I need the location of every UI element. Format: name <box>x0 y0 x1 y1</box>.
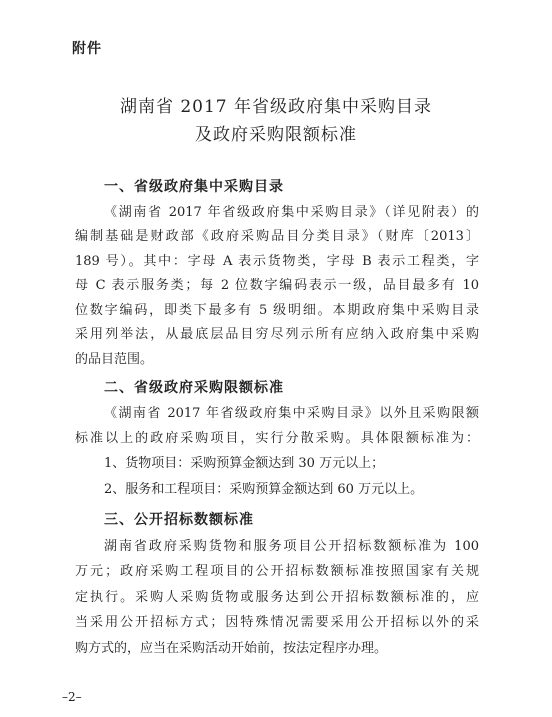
document-title-line-1: 湖南省 2017 年省级政府集中采购目录 <box>119 97 433 117</box>
paragraph-line: 位数字编码，即类下最多有 5 级明细。本期政府集中采购目录 <box>75 303 479 318</box>
paragraph-line: 定执行。采购人采购货物或服务达到公开招标数额标准的，应 <box>75 590 479 605</box>
paragraph-line: 1、货物项目：采购预算金额达到 30 万元以上； <box>104 456 385 471</box>
section-heading-3: 三、公开招标数额标准 <box>104 512 254 528</box>
paragraph-line: 母 C 表示服务类；每 2 位数字编码表示一级，品目最多有 10 <box>75 278 479 293</box>
paragraph-line: 《湖南省 2017 年省级政府集中采购目录》（详见附表）的 <box>104 205 479 220</box>
paragraph-line: 当采用公开招标方式；因特殊情况需要采用公开招标以外的采 <box>75 615 479 630</box>
paragraph-line: 的品目范围。 <box>75 352 154 367</box>
document-title-line-2: 及政府采购限额标准 <box>195 125 357 145</box>
paragraph-line: 189 号）。其中：字母 A 表示货物类，字母 B 表示工程类，字 <box>75 254 479 269</box>
page-number: –2– <box>62 690 82 704</box>
paragraph-line: 万元；政府采购工程项目的公开招标数额标准按照国家有关规 <box>75 564 479 579</box>
paragraph-line: 编制基础是财政部《政府采购品目分类目录》（财库〔2013〕 <box>75 229 479 244</box>
paragraph-line: 采用列举法，从最底层品目穷尽列示所有应纳入政府集中采购 <box>75 327 479 342</box>
paragraph-line: 2、服务和工程项目：采购预算金额达到 60 万元以上。 <box>104 482 424 497</box>
paragraph-line: 标准以上的政府采购项目，实行分散采购。具体限额标准为： <box>75 431 479 446</box>
paragraph-line: 购方式的，应当在采购活动开始前，按法定程序办理。 <box>75 641 388 656</box>
section-heading-2: 二、省级政府采购限额标准 <box>104 380 284 396</box>
attachment-label: 附件 <box>72 41 102 57</box>
paragraph-line: 湖南省政府采购货物和服务项目公开招标数额标准为 100 <box>104 539 479 554</box>
paragraph-line: 《湖南省 2017 年省级政府集中采购目录》以外且采购限额 <box>104 406 479 421</box>
section-heading-1: 一、省级政府集中采购目录 <box>104 179 284 195</box>
